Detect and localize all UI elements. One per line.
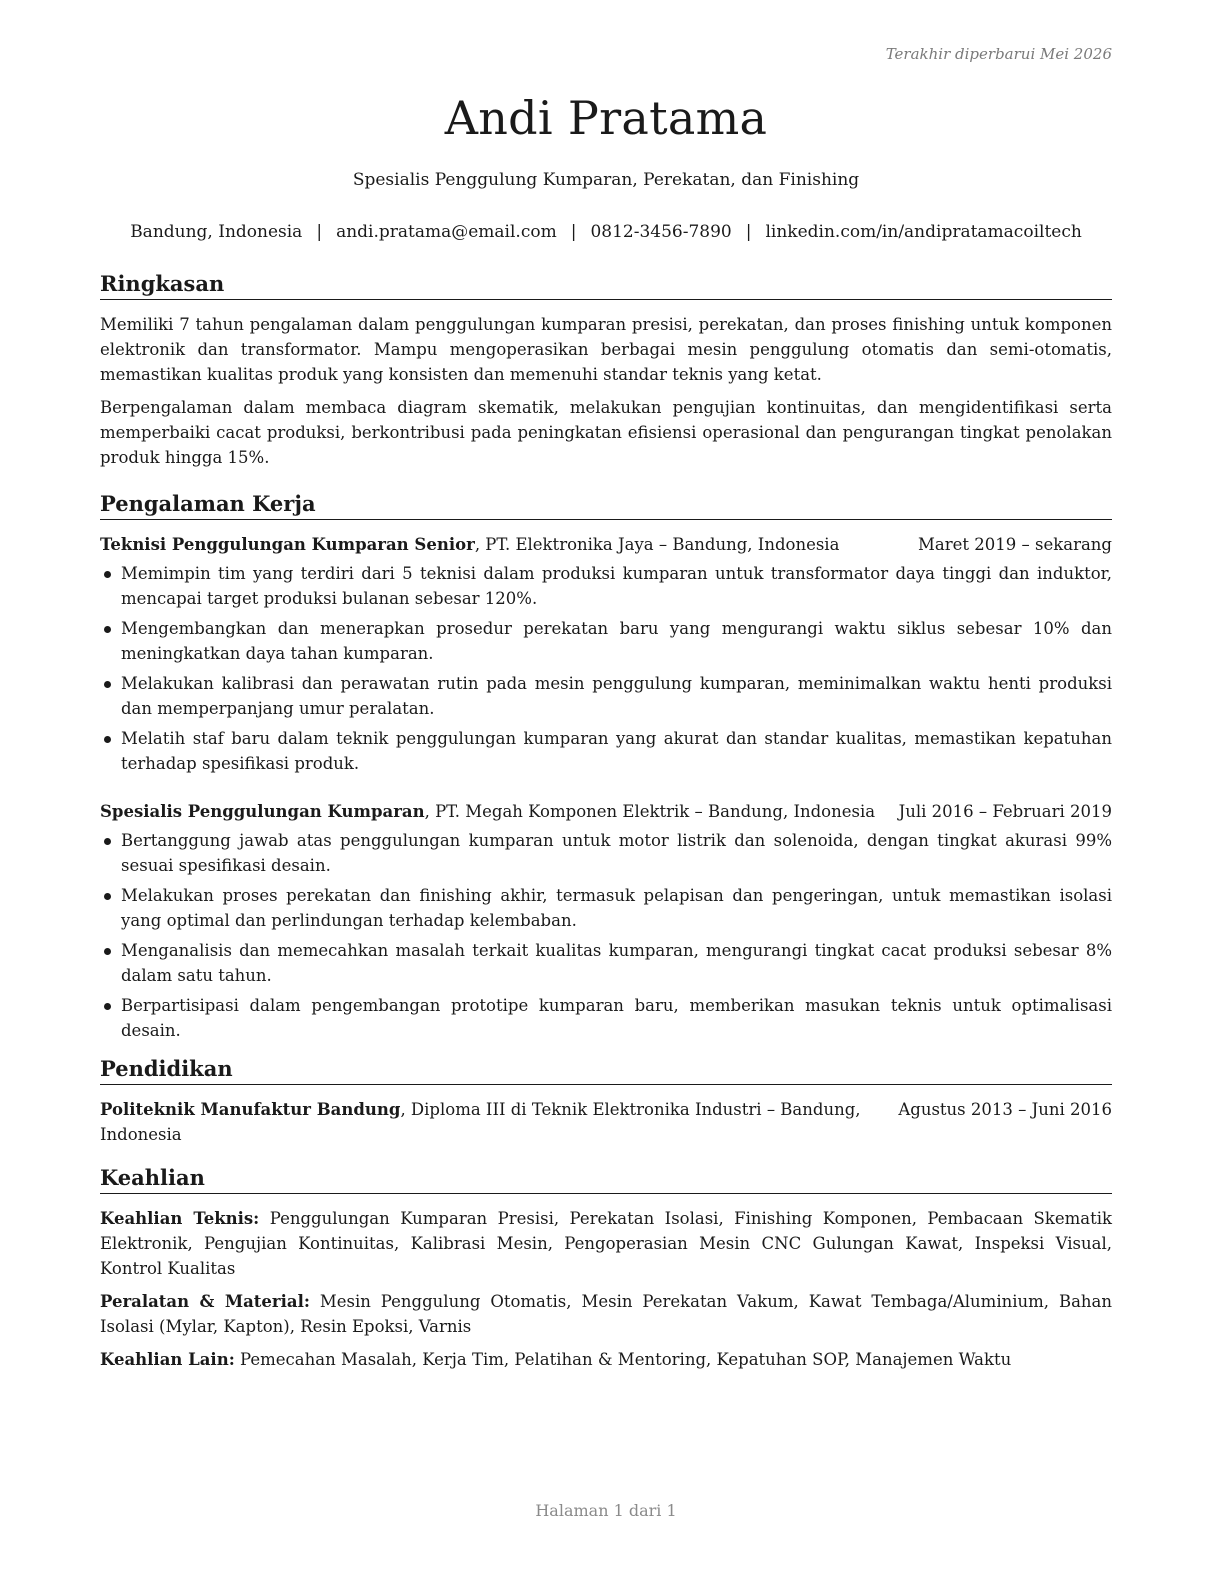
job-bullets xyxy=(100,561,1112,776)
last-updated-note: Terakhir diperbarui Mei 2026 xyxy=(885,45,1112,63)
job-entry xyxy=(100,799,1112,1043)
page-number: Halaman 1 dari 1 xyxy=(535,1501,677,1520)
summary-paragraph: Berpengalaman dalam membaca diagram skematik, melakukan pengujian kontinuitas, dan mengidentifikasi serta memperbaiki cacat produksi, berkontribusi pada peningkatan efisiensi operasional dan pengurangan tingkat penolakan produk hingga 15%. xyxy=(100,398,1112,467)
experience-section xyxy=(100,490,1112,1043)
contact-separator: | xyxy=(316,222,323,242)
skill-group-label: Keahlian Lain: xyxy=(100,1350,235,1369)
education-institution-detail xyxy=(100,1097,890,1147)
resume-page xyxy=(100,0,1112,1584)
skill-group-text: Penggulungan Kumparan Presisi, Perekatan Isolasi, Finishing Komponen, Pembacaan Skematik Elektronik, Pengujian Kontinuitas, Kalibrasi Mesin, Pengoperasian Mesin CNC Gulungan Kawat, Inspeksi Visual, Kontrol Kualitas xyxy=(100,1209,1112,1278)
skills-section xyxy=(100,1164,1112,1372)
contact-separator: | xyxy=(570,222,577,242)
skill-group-label: Peralatan & Material: xyxy=(100,1292,310,1311)
contact-location: Bandung, Indonesia xyxy=(130,222,303,242)
job-bullet: Berpartisipasi dalam pengembangan prototipe kumparan baru, memberikan masukan teknis untuk optimalisasi desain. xyxy=(100,993,1112,1043)
education-entry xyxy=(100,1097,1112,1147)
job-header xyxy=(100,799,1112,824)
education-detail: , Diploma III di Teknik Elektronika Industri – Bandung, Indonesia xyxy=(100,1100,861,1144)
job-bullet: Melakukan kalibrasi dan perawatan rutin pada mesin penggulung kumparan, meminimalkan waktu henti produksi dan memperpanjang umur peralatan. xyxy=(100,671,1112,721)
candidate-title: Spesialis Penggulung Kumparan, Perekatan, dan Finishing xyxy=(352,170,860,190)
skill-group-label: Keahlian Teknis: xyxy=(100,1209,260,1228)
summary-section xyxy=(100,270,1112,470)
skill-group-text: Mesin Penggulung Otomatis, Mesin Perekatan Vakum, Kawat Tembaga/Aluminium, Bahan Isolasi (Mylar, Kapton), Resin Epoksi, Varnis xyxy=(100,1292,1112,1336)
job-bullet: Melatih staf baru dalam teknik penggulungan kumparan yang akurat dan standar kualitas, memastikan kepatuhan terhadap spesifikasi produk. xyxy=(100,726,1112,776)
education-section xyxy=(100,1055,1112,1147)
job-role-company xyxy=(100,799,875,824)
contact-phone: 0812-3456-7890 xyxy=(590,222,732,242)
section-heading-skills: Keahlian xyxy=(100,1164,1112,1194)
job-role: Spesialis Penggulungan Kumparan xyxy=(100,802,425,821)
contact-email[interactable]: andi.pratama@email.com xyxy=(336,222,557,242)
job-dates: Juli 2016 – Februari 2019 xyxy=(898,802,1112,821)
job-bullet: Menganalisis dan memecahkan masalah terkait kualitas kumparan, mengurangi tingkat cacat produksi sebesar 8% dalam satu tahun. xyxy=(100,938,1112,988)
candidate-name: Andi Pratama xyxy=(444,91,768,145)
job-company: , PT. Megah Komponen Elektrik – Bandung, Indonesia xyxy=(424,802,876,821)
education-dates: Agustus 2013 – Juni 2016 xyxy=(898,1100,1112,1119)
job-bullet: Memimpin tim yang terdiri dari 5 teknisi dalam produksi kumparan untuk transformator daya tinggi dan induktor, mencapai target produksi bulanan sebesar 120%. xyxy=(100,561,1112,611)
job-bullet: Mengembangkan dan menerapkan prosedur perekatan baru yang mengurangi waktu siklus sebesar 10% dan meningkatkan daya tahan kumparan. xyxy=(100,616,1112,666)
contact-separator: | xyxy=(745,222,752,242)
resume-content xyxy=(100,270,1112,1380)
job-company: , PT. Elektronika Jaya – Bandung, Indonesia xyxy=(474,535,840,554)
job-bullet: Bertanggung jawab atas penggulungan kumparan untuk motor listrik dan solenoida, dengan tingkat akurasi 99% sesuai spesifikasi desain. xyxy=(100,828,1112,878)
section-heading-education: Pendidikan xyxy=(100,1055,1112,1085)
summary-paragraph: Memiliki 7 tahun pengalaman dalam penggulungan kumparan presisi, perekatan, dan proses finishing untuk komponen elektronik dan transformator. Mampu mengoperasikan berbagai mesin penggulung otomatis dan semi-otomatis, memastikan kualitas produk yang konsisten dan memenuhi standar teknis yang ketat. xyxy=(100,315,1112,384)
job-role: Teknisi Penggulungan Kumparan Senior xyxy=(100,535,475,554)
skill-group xyxy=(100,1347,1112,1372)
job-bullets xyxy=(100,828,1112,1043)
job-role-company xyxy=(100,532,839,557)
education-institution: Politeknik Manufaktur Bandung xyxy=(100,1100,401,1119)
job-dates: Maret 2019 – sekarang xyxy=(918,535,1112,554)
section-heading-summary: Ringkasan xyxy=(100,270,1112,300)
skill-group-text: Pemecahan Masalah, Kerja Tim, Pelatihan & Mentoring, Kepatuhan SOP, Manajemen Waktu xyxy=(234,1350,1012,1369)
job-bullet: Melakukan proses perekatan dan finishing akhir, termasuk pelapisan dan pengeringan, untuk memastikan isolasi yang optimal dan perlindungan terhadap kelembaban. xyxy=(100,883,1112,933)
job-entry xyxy=(100,532,1112,776)
skill-group xyxy=(100,1289,1112,1339)
section-heading-experience: Pengalaman Kerja xyxy=(100,490,1112,520)
contact-linkedin[interactable]: linkedin.com/in/andipratamacoiltech xyxy=(765,222,1082,242)
contact-line xyxy=(90,220,1122,244)
skill-group xyxy=(100,1206,1112,1281)
job-header xyxy=(100,532,1112,557)
